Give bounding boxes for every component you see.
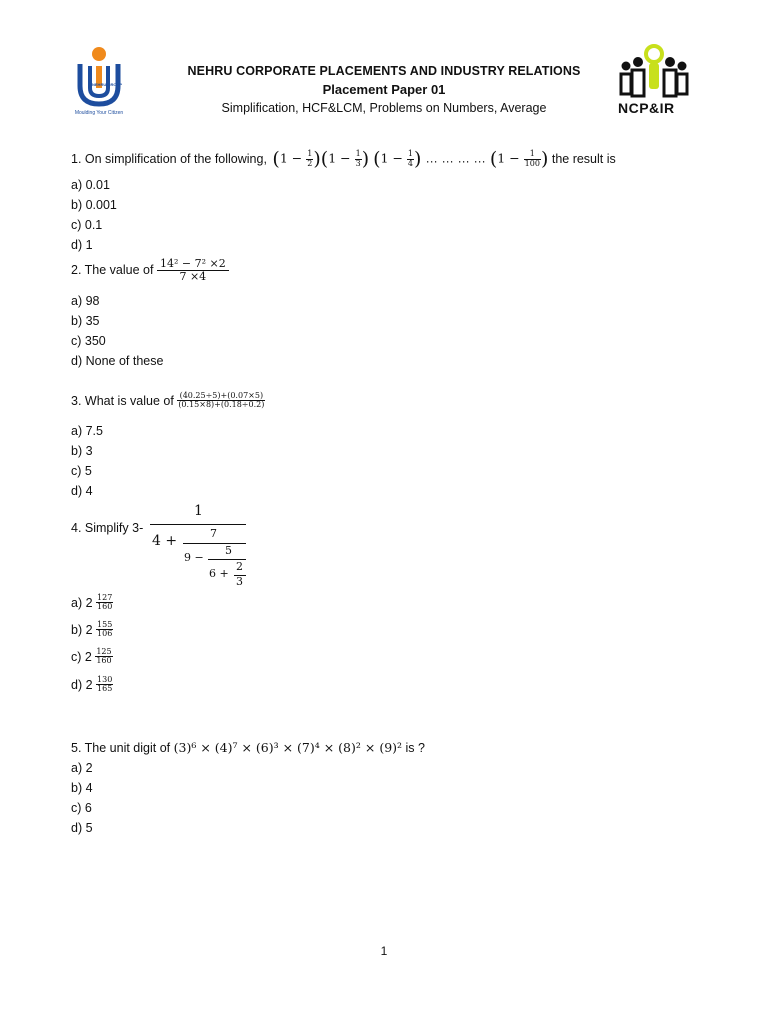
option-3a: a) 7.5 [71,424,103,438]
question-2 [71,258,229,282]
nehru-group-logo [70,44,130,120]
organization-title: NEHRU CORPORATE PLACEMENTS AND INDUSTRY RELATIONS [187,64,581,78]
question-2-text: 2. The value of [71,263,154,278]
page-number: 1 [380,944,388,958]
question-1-text: 1. On simplification of the following, [71,152,267,166]
option-5b: b) 4 [71,781,93,795]
option-1c: c) 0.1 [71,218,103,232]
option-3d: d) 4 [71,484,93,498]
option-2b: b) 35 [71,314,100,328]
question-4 [71,521,143,535]
option-2a: a) 98 [71,294,100,308]
option-4a: a) 2 $\frac{127}{160}$ [71,593,113,612]
question-3 [71,392,265,410]
ncpir-logo [616,44,692,118]
option-2c: c) 350 [71,334,106,348]
people-group-icon [616,44,692,102]
question-3-fraction: $\frac{(40.25\div 5)+(0.07\times 5)}{(0.15\times 8)+(0.18\div 0.2)}$ [178,391,265,410]
option-5d: d) 5 [71,821,93,835]
question-1-expression: (1 − $\frac{1}{2}$ )(1 − $\frac{1}{3}$ ) (1 − $\frac{1}{4}$ ) … … … … (1 − $\frac{1}{100}$ ) [272,148,549,170]
logo-brand-text: NEHRU GROUP [92,82,123,87]
option-1d: d) 1 [71,238,93,252]
option-4b: b) 2 $\frac{155}{106}$ [71,620,113,639]
question-1 [71,148,616,170]
option-4c: c) 2 $\frac{125}{160}$ [71,647,112,666]
question-1-suffix: the result is [551,152,616,166]
option-4d: d) 2 $\frac{130}{165}$ [71,675,113,694]
question-5 [71,740,425,755]
question-4-continued-fraction: 1 4 + 7 9 − 5 6 + 2 3 [150,503,250,589]
question-3-text: 3. What is value of [71,393,174,408]
option-2d: d) None of these [71,354,164,368]
option-1a: a) 0.01 [71,178,110,192]
question-5-suffix: is ? [405,741,425,755]
option-1b: b) 0.001 [71,198,117,212]
document-header [150,62,618,115]
question-2-fraction: $\frac{\text{14² − 7² ×2}}{7 \times 4}$ [157,258,229,282]
subject-line: Simplification, HCF&LCM, Problems on Numbers, Average [221,101,547,115]
ncpir-text: NCP&IR [618,100,675,116]
logo-tagline: Moulding Your Citizen [74,110,124,116]
option-5a: a) 2 [71,761,93,775]
question-5-text: 5. The unit digit of [71,741,171,755]
question-5-expression: (3)⁶ × (4)⁷ × (6)³ × (7)⁴ × (8)² × (9)² [173,740,403,755]
paper-title: Placement Paper 01 [322,82,446,97]
option-3b: b) 3 [71,444,93,458]
option-3c: c) 5 [71,464,92,478]
option-5c: c) 6 [71,801,92,815]
question-4-text: 4. Simplify 3- [71,521,144,535]
